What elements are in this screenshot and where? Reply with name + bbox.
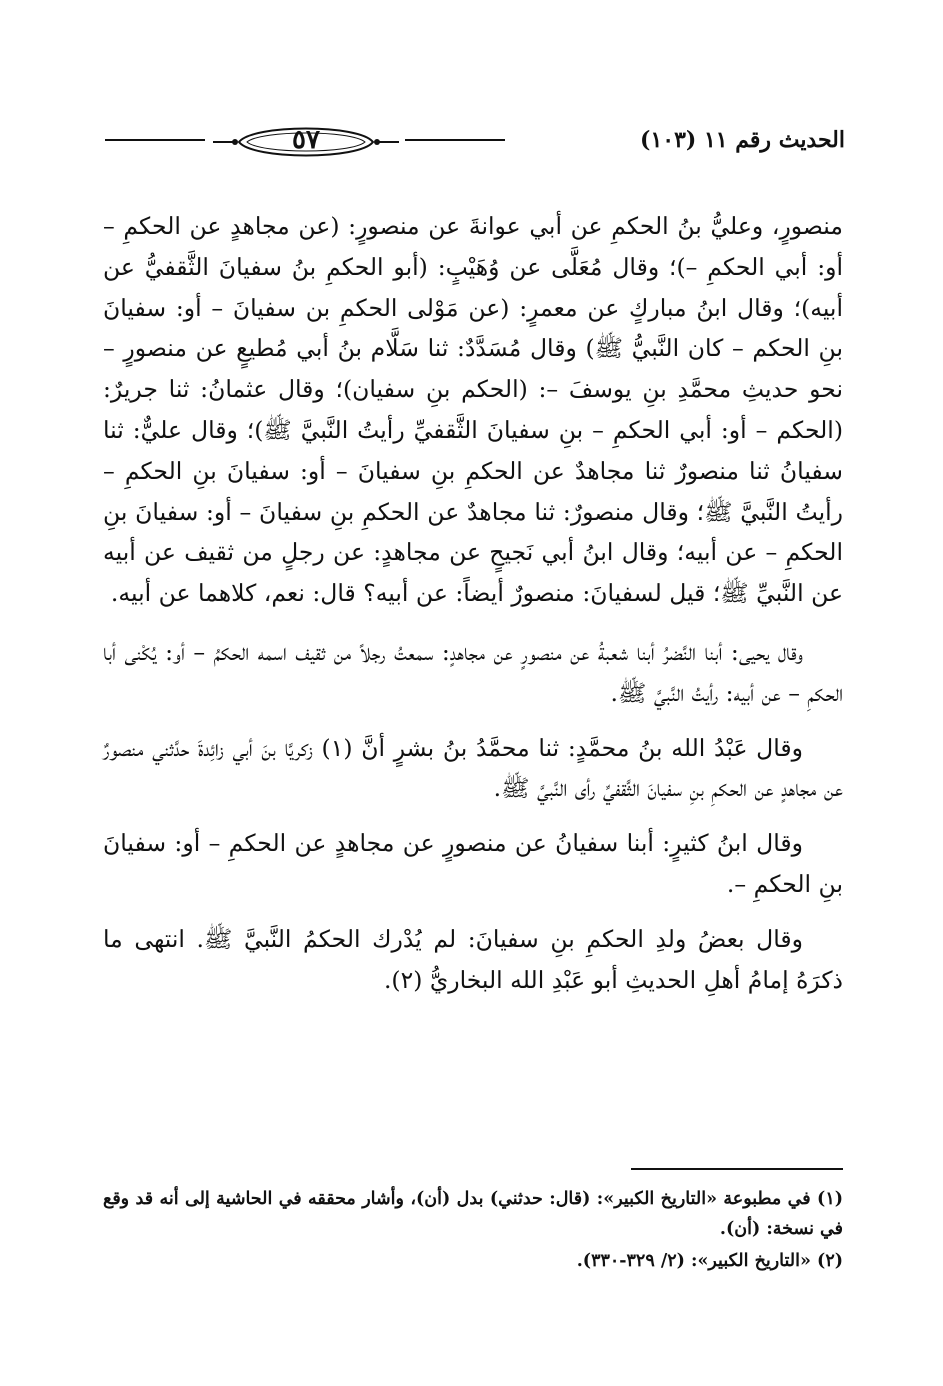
page-header: [105, 118, 845, 162]
paragraph: وقال بعضُ ولدِ الحكمِ بنِ سفيانَ: لم يُدْرك الحكمُ النَّبيَّ ﷺ. انتهى ما ذكرَهُ إمامُ أهلِ الحديثِ أبو عَبْدِ الله البخاريُّ (٢).: [103, 924, 843, 994]
paragraph: منصورٍ، وعليُّ بنُ الحكمِ عن أبي عوانةَ عن منصورٍ: (عن مجاهدٍ عن الحكمِ – أو: أبي الحكمِ –)؛ وقال مُعَلَّى عن وُهَيْبٍ: (أبو الحكمِ بنُ سفيانَ الثَّقفيُّ عن أبيه)؛ وقال ابنُ مباركٍ عن معمرٍ: (عن مَوْلى الحكمِ بن سفيانَ – أو: سفيانَ بنِ الحكم – كان النَّبيُّ ﷺ) وقال مُسَدَّدٌ: ثنا سَلَّام بنُ أبي مُطيعٍ عن منصورٍ – نحو حديثِ محمَّدِ بنِ يوسفَ –: (الحكم بنِ سفيان)؛ وقال عثمانُ: ثنا جريرٌ: (الحكم – أو: أبي الحكمِ – بنِ سفيانَ الثَّقفيِّ رأيتُ النَّبيَّ ﷺ)؛ وقال عليٌّ: ثنا سفيانُ ثنا منصورٌ ثنا مجاهدٌ عن الحكمِ بنِ سفيانَ – أو: سفيانَ بنِ الحكمِ – رأيتُ النَّبيَّ ﷺ؛ وقال منصورٌ: ثنا مجاهدٌ عن الحكمِ بنِ سفيانَ – أو: سفيانَ بنِ الحكمِ – عن أبيه؛ وقال ابنُ أبي نَجيحٍ عن مجاهدٍ: عن رجلٍ من ثقيف عن أبيه عن النَّبيِّ ﷺ؛ قيل لسفيانَ: منصورٌ أيضاً: عن أبيه؟ قال: نعم، كلاهما عن أبيه.: [103, 212, 843, 608]
header-rule-right: [405, 139, 505, 141]
main-text: [103, 206, 843, 1014]
paragraph: وقال عَبْدُ الله بنُ محمَّدٍ: ثنا محمَّدُ بنُ بشرٍ أنَّ (١) زكريَّا بنَ أبي زائِدةَ حدَّثني منصورٌ عن مجاهدٍ عن الحكمِ بنِ سفيانَ الثَّقفيِّ رأى النَّبيَّ ﷺ.: [103, 733, 843, 803]
footnotes: [103, 1184, 843, 1278]
page-number: ٥٧: [292, 125, 320, 155]
paragraph: وقال ابنُ كثيرٍ: أبنا سفيانُ عن منصورٍ عن مجاهدٍ عن الحكمِ – أو: سفيانَ بنِ الحكمِ –.: [103, 829, 843, 898]
header-rule-left: [105, 139, 205, 141]
footnote: (١) في مطبوعة «التاريخ الكبير»: (قال: حدثني) بدل (أن)، وأشار محققه في الحاشية إلى أنه قد وقع في نسخة: (أن).: [103, 1189, 843, 1239]
footnote: (٢) «التاريخ الكبير»: (٢/ ٣٢٩-٣٣٠).: [576, 1251, 843, 1271]
paragraph: وقال يحيى: أبنا النَّضرُ أبنا شعبةُ عن منصورٍ عن مجاهدٍ: سمعتُ رجلاً من ثقيف اسمه الحكمُ – أو: يُكْنى أبا الحكمِ – عن أبيه: رأيتُ النَّبيَّ ﷺ.: [103, 637, 843, 707]
running-title: الحديث رقم ١١ (١٠٣): [640, 127, 845, 153]
footnote-separator: [631, 1168, 843, 1170]
